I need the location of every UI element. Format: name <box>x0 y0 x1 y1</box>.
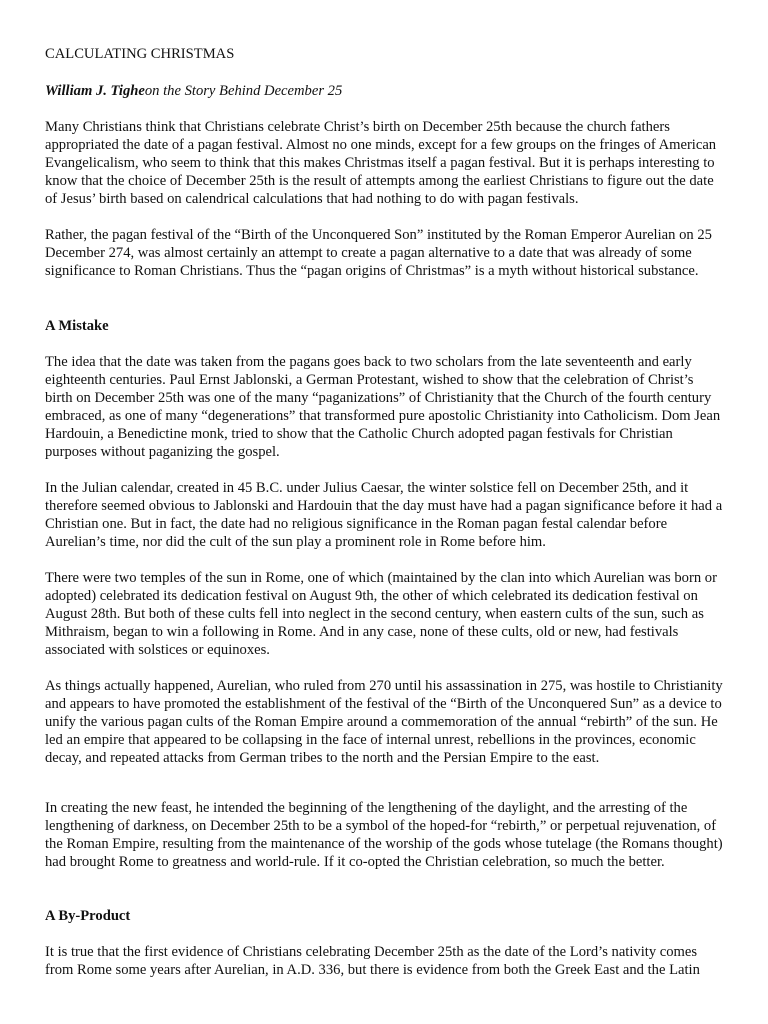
paragraph-first-evidence: It is true that the first evidence of Christians celebrating December 25th as the date of the Lord’s nativity comes from Rome some years after Aurelian, in A.D. 336, but there is evidence from both the Greek East and the Latin <box>45 944 700 978</box>
paragraph-intro: Many Christians think that Christians celebrate Christ’s birth on December 25th because the church fathers appropriated the date of a pagan festival. Almost no one minds, except for a few groups on the fringes of American Evangelicalism, who seem to think that this makes Christmas itself a pagan festival. But it is perhaps interesting to know that the choice of December 25th is the result of attempts among the earliest Christians to figure out the date of Jesus’ birth based on calendrical calculations that had nothing to do with pagan festivals. <box>45 119 717 207</box>
paragraph-aurelian-festival: Rather, the pagan festival of the “Birth of the Unconquered Son” instituted by the Roman Emperor Aurelian on 25 December 274, was almost certainly an attempt to create a pagan alternative to a date that was already of some significance to Roman Christians. Thus the “pagan origins of Christmas” is a myth without historical substance. <box>45 227 712 279</box>
document-page <box>45 0 723 1024</box>
paragraph-julian-calendar: In the Julian calendar, created in 45 B.C. under Julius Caesar, the winter solstice fell on December 25th, and it therefore seemed obvious to Jablonski and Hardouin that the day must have had a pagan significance before it had a Christian one. But in fact, the date had no religious significance in the Roman pagan festal calendar before Aurelian’s time, nor did the cult of the sun play a prominent role in Rome before him. <box>45 480 723 550</box>
byline-subtitle: on the Story Behind December 25 <box>144 83 343 99</box>
heading-a-by-product: A By-Product <box>45 908 131 924</box>
paragraph-scholars: The idea that the date was taken from the pagans goes back to two scholars from the late seventeenth and early eighteenth centuries. Paul Ernst Jablonski, a German Protestant, wished to show that the celebration of Christ’s birth on December 25th was one of the many “paganizations” of Christianity that the Church of the fourth century embraced, as one of many “degenerations” that transformed pure apostolic Christianity into Catholicism. Dom Jean Hardouin, a Benedictine monk, tried to show that the Catholic Church adopted pagan festivals for Christian purposes without paganizing the gospel. <box>45 354 721 460</box>
byline-author: William J. Tighe <box>45 83 145 99</box>
paragraph-aurelian-hostile: As things actually happened, Aurelian, who ruled from 270 until his assassination in 275, was hostile to Christianity and appears to have promoted the establishment of the festival of the “Birth of the Unconquered Sun” as a device to unify the various pagan cults of the Roman Empire around a commemoration of the annual “rebirth” of the sun. He led an empire that appeared to be collapsing in the face of internal unrest, rebellions in the provinces, economic decay, and repeated attacks from German tribes to the north and the Persian Empire to the east. <box>45 678 723 766</box>
document-title: CALCULATING CHRISTMAS <box>45 46 235 62</box>
paragraph-temples: There were two temples of the sun in Rome, one of which (maintained by the clan into which Aurelian was born or adopted) celebrated its dedication festival on August 9th, the other of which celebrated its dedication festival on August 28th. But both of these cults fell into neglect in the second century, when eastern cults of the sun, such as Mithraism, began to win a following in Rome. And in any case, none of these cults, old or new, had festivals associated with solstices or equinoxes. <box>45 570 717 658</box>
paragraph-new-feast: In creating the new feast, he intended the beginning of the lengthening of the daylight, and the arresting of the lengthening of darkness, on December 25th to be a symbol of the hoped-for “rebirth,” or perpetual rejuvenation, of the Roman Empire, resulting from the maintenance of the worship of the gods whose tutelage (the Romans thought) had brought Rome to greatness and world-rule. If it co-opted the Christian celebration, so much the better. <box>45 800 723 870</box>
heading-a-mistake: A Mistake <box>45 318 109 334</box>
byline <box>45 82 342 100</box>
